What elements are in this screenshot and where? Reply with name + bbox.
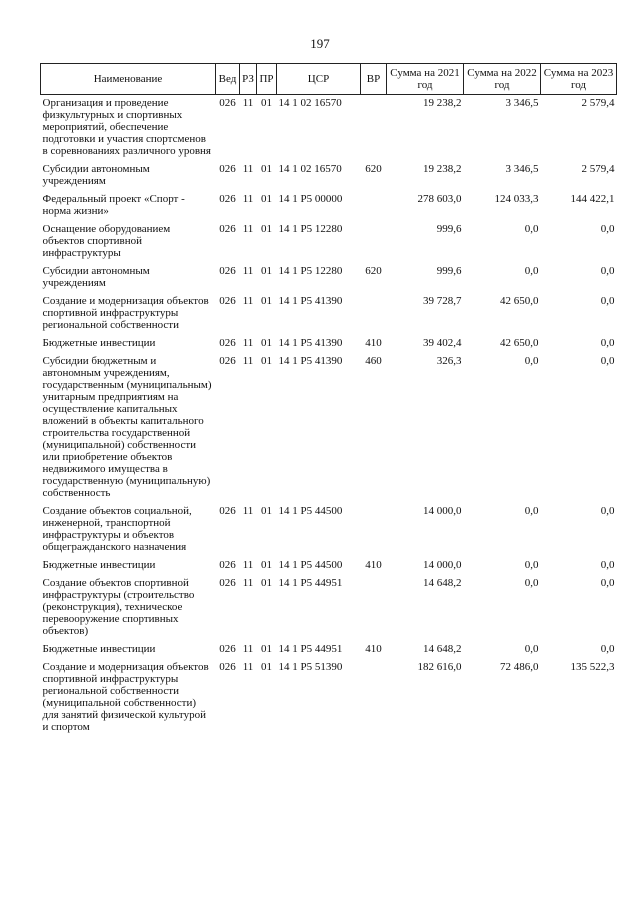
row-ved: 026 [219,355,236,367]
row-ved: 026 [219,97,236,109]
row-csr: 14 1 P5 44951 [278,577,343,589]
row-csr: 14 1 P5 41390 [278,355,343,367]
header-sum-2021: Сумма на 2021 год [387,64,464,95]
table-row [41,293,617,335]
row-sum-2023: 0,0 [600,265,615,277]
row-sum-2021: 14 000,0 [423,559,462,571]
row-ved: 026 [219,505,236,517]
row-rz: 11 [242,559,254,571]
row-sum-2022: 42 650,0 [500,337,539,349]
row-sum-2022: 0,0 [524,265,539,277]
row-sum-2021: 19 238,2 [423,97,462,109]
row-rz: 11 [242,163,254,175]
row-ved: 026 [219,559,236,571]
header-rz: РЗ [240,64,257,95]
row-name: Создание объектов социальной, инженерной, транспортной инфраструктуры и объектов общегражданского назначения [42,505,192,553]
table-row [41,659,617,737]
table-row [41,557,617,575]
row-csr: 14 1 P5 12280 [278,223,343,235]
row-pr: 01 [261,163,272,175]
row-name: Субсидии бюджетным и автономным учреждениям, государственным (муниципальным) унитарным предприятиям на осуществление капитальных вложений в объекты капитального строительства государственной (муниципальной) собственности или приобретение объектов недвижимого имущества в государственную (муниципальную) собственность [42,355,212,499]
row-sum-2021: 326,3 [436,355,462,367]
row-sum-2022: 3 346,5 [505,163,539,175]
row-pr: 01 [261,559,272,571]
row-sum-2022: 72 486,0 [500,661,539,673]
row-rz: 11 [242,265,254,277]
header-name: Наименование [41,64,216,95]
table-row [41,95,617,162]
row-sum-2023: 135 522,3 [570,661,615,673]
table-row [41,353,617,503]
row-pr: 01 [261,223,272,235]
row-rz: 11 [242,355,254,367]
row-sum-2023: 2 579,4 [581,163,615,175]
row-rz: 11 [242,643,254,655]
row-sum-2023: 0,0 [600,643,615,655]
row-sum-2023: 0,0 [600,223,615,235]
row-csr: 14 1 P5 44951 [278,643,343,655]
row-name: Бюджетные инвестиции [42,643,156,655]
row-vr [361,191,387,221]
row-sum-2023: 2 579,4 [581,97,615,109]
row-sum-2022: 0,0 [524,223,539,235]
row-ved: 026 [219,661,236,673]
row-rz: 11 [242,337,254,349]
table-row [41,221,617,263]
row-vr: 410 [365,559,382,571]
row-ved: 026 [219,223,236,235]
row-name: Организация и проведение физкультурных и спортивных мероприятий, обеспечение подготовки и участия спортсменов в соревнованиях различного уровня [42,97,211,157]
row-csr: 14 1 P5 44500 [278,505,343,517]
row-ved: 026 [219,193,236,205]
row-sum-2023: 0,0 [600,355,615,367]
row-name: Бюджетные инвестиции [42,559,156,571]
row-rz: 11 [242,505,254,517]
row-pr: 01 [261,643,272,655]
row-sum-2021: 14 648,2 [423,577,462,589]
row-csr: 14 1 02 16570 [278,97,342,109]
table-row [41,263,617,293]
row-sum-2023: 0,0 [600,577,615,589]
row-sum-2022: 0,0 [524,355,539,367]
row-rz: 11 [242,97,254,109]
row-csr: 14 1 P5 12280 [278,265,343,277]
row-sum-2021: 39 402,4 [423,337,462,349]
row-rz: 11 [242,193,254,205]
row-name: Оснащение оборудованием объектов спортивной инфраструктуры [42,223,171,259]
row-vr: 620 [365,163,382,175]
row-name: Субсидии автономным учреждениям [42,265,150,289]
page-number: 197 [310,36,330,51]
row-vr [361,575,387,641]
row-name: Бюджетные инвестиции [42,337,156,349]
row-vr [361,221,387,263]
row-vr: 620 [365,265,382,277]
row-csr: 14 1 P5 41390 [278,337,343,349]
row-pr: 01 [261,337,272,349]
row-ved: 026 [219,337,236,349]
header-vr: ВР [361,64,387,95]
row-sum-2021: 999,6 [436,223,462,235]
row-sum-2022: 0,0 [524,643,539,655]
row-pr: 01 [261,661,272,673]
row-name: Создание объектов спортивной инфраструктуры (строительство (реконструкция), техническое перевооружение спортивных объектов) [42,577,195,637]
row-sum-2021: 14 648,2 [423,643,462,655]
row-rz: 11 [242,223,254,235]
row-ved: 026 [219,295,236,307]
row-sum-2022: 0,0 [524,505,539,517]
row-sum-2023: 0,0 [600,295,615,307]
row-vr: 460 [365,355,382,367]
row-ved: 026 [219,163,236,175]
row-sum-2022: 42 650,0 [500,295,539,307]
row-sum-2021: 19 238,2 [423,163,462,175]
row-vr [361,503,387,557]
row-csr: 14 1 P5 51390 [278,661,343,673]
row-pr: 01 [261,577,272,589]
row-csr: 14 1 P5 41390 [278,295,343,307]
table-row [41,503,617,557]
row-vr: 410 [365,643,382,655]
table-body [41,95,617,738]
table-row [41,161,617,191]
row-vr [361,95,387,162]
row-sum-2023: 0,0 [600,505,615,517]
row-sum-2022: 0,0 [524,577,539,589]
row-rz: 11 [242,661,254,673]
header-pr: ПР [257,64,277,95]
row-ved: 026 [219,265,236,277]
row-rz: 11 [242,295,254,307]
row-csr: 14 1 P5 00000 [278,193,343,205]
row-sum-2023: 0,0 [600,559,615,571]
row-vr [361,293,387,335]
table-row [41,335,617,353]
row-csr: 14 1 P5 44500 [278,559,343,571]
row-rz: 11 [242,577,254,589]
header-ved: Вед [216,64,240,95]
row-pr: 01 [261,295,272,307]
row-sum-2023: 0,0 [600,337,615,349]
header-csr: ЦСР [277,64,361,95]
row-pr: 01 [261,505,272,517]
row-sum-2021: 278 603,0 [417,193,462,205]
row-pr: 01 [261,193,272,205]
row-pr: 01 [261,355,272,367]
row-name: Создание и модернизация объектов спортивной инфраструктуры региональной собственности [42,295,209,331]
row-csr: 14 1 02 16570 [278,163,342,175]
row-sum-2021: 39 728,7 [423,295,462,307]
row-sum-2021: 999,6 [436,265,462,277]
header-sum-2022: Сумма на 2022 год [464,64,541,95]
row-sum-2021: 182 616,0 [417,661,462,673]
row-sum-2022: 124 033,3 [494,193,539,205]
row-ved: 026 [219,643,236,655]
row-name: Создание и модернизация объектов спортивной инфраструктуры региональной собственности (муниципальной собственности) для занятий физической культурой и спортом [42,661,209,733]
row-pr: 01 [261,265,272,277]
table-row [41,641,617,659]
table-row [41,191,617,221]
row-sum-2021: 14 000,0 [423,505,462,517]
table-header [41,64,617,95]
row-vr [361,659,387,737]
table-row [41,575,617,641]
header-sum-2023: Сумма на 2023 год [541,64,617,95]
budget-table [40,63,617,737]
row-ved: 026 [219,577,236,589]
row-vr: 410 [365,337,382,349]
row-pr: 01 [261,97,272,109]
row-sum-2022: 0,0 [524,559,539,571]
row-name: Субсидии автономным учреждениям [42,163,150,187]
row-sum-2022: 3 346,5 [505,97,539,109]
row-name: Федеральный проект «Спорт - норма жизни» [42,193,185,217]
row-sum-2023: 144 422,1 [570,193,615,205]
